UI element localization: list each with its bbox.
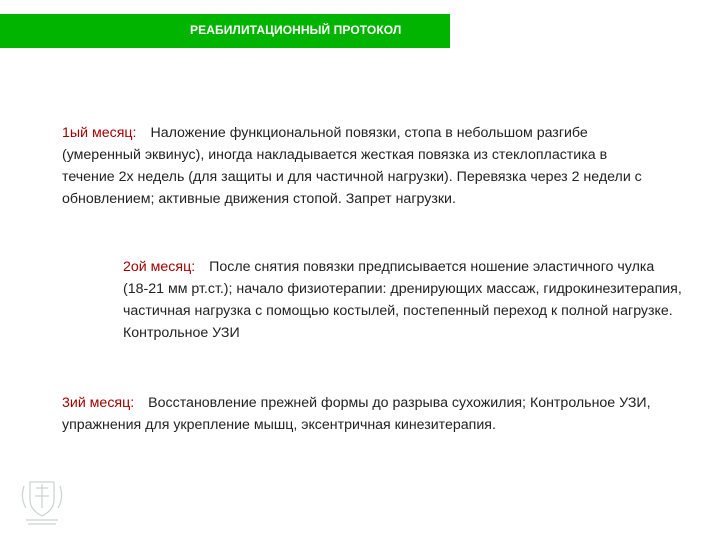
month-1-block — [62, 122, 662, 210]
month-2-text: После снятия повязки предписывается ношение эластичного чулка (18-21 мм рт.ст.); начало физиотерапии: дренирующих массаж, гидрокинезитерапия, частичная нагрузка с помощью костылей, постепенный переход к полной нагрузке. Контрольное УЗИ — [123, 259, 682, 341]
month-3-heading: 3ий месяц: — [62, 395, 135, 411]
page-title: РЕАБИЛИТАЦИОННЫЙ ПРОТОКОЛ — [190, 23, 402, 37]
month-1-text: Наложение функциональной повязки, стопа в небольшом разгибе (умеренный эквинус), иногда накладывается жесткая повязка из стеклопластика в течение 2х недель (для защиты и для частичной нагрузки). Перевязка через 2 недели с обновлением; активные движения стопой. Запрет нагрузки. — [62, 125, 642, 207]
month-2-heading: 2ой месяц: — [123, 259, 196, 275]
month-3-text: Восстановление прежней формы до разрыва сухожилия; Контрольное УЗИ, упражнения для укрепление мышц, эксентричная кинезитерапия. — [62, 395, 651, 433]
header-bar — [0, 14, 450, 48]
month-1-heading: 1ый месяц: — [62, 125, 137, 141]
month-3-block — [62, 392, 662, 436]
month-2-block — [123, 256, 683, 344]
crest-logo-icon — [18, 476, 66, 526]
